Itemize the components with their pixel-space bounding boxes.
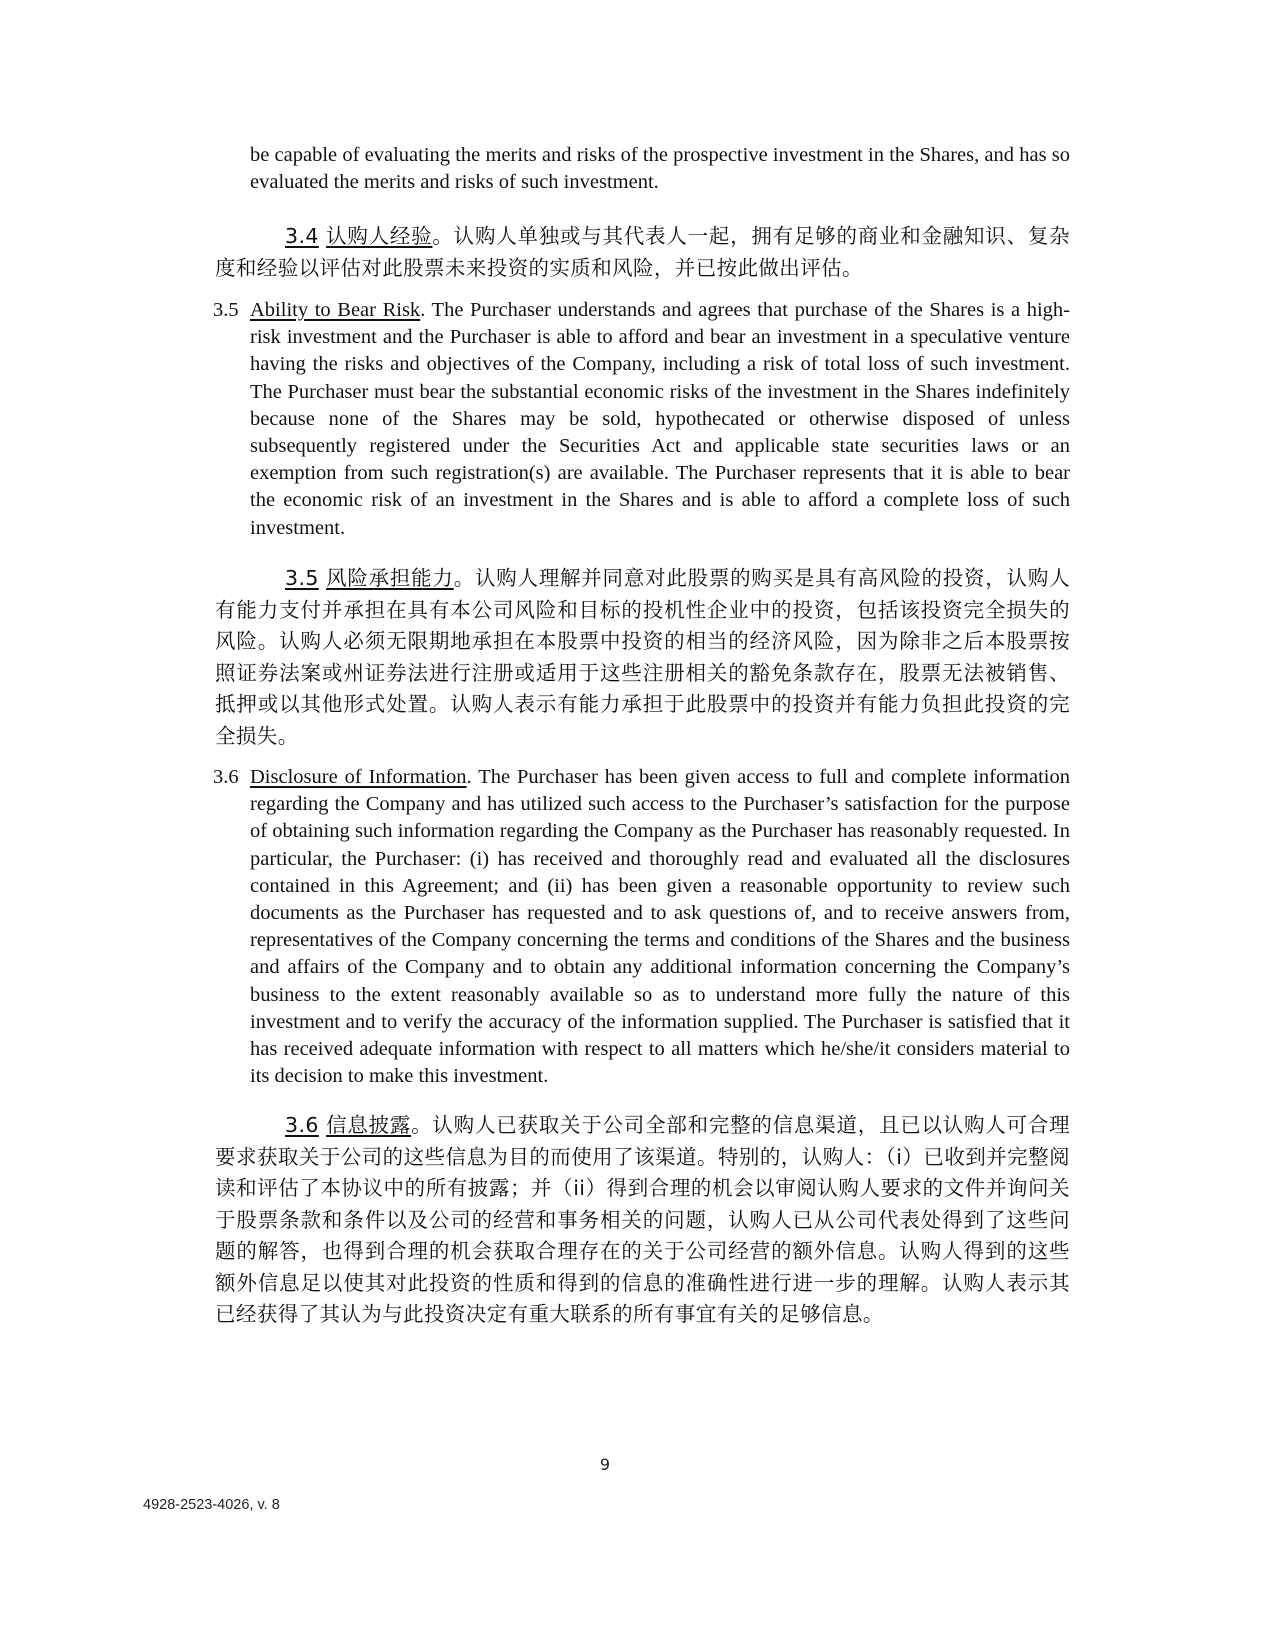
- continuation-paragraph: [250, 142, 1070, 196]
- section-title: 风险承担能力: [326, 566, 454, 590]
- section-body: . The Purchaser understands and agrees that purchase of the Shares is a high-risk investment and the Purchaser is able to afford and bear an investment in a speculative venture having the risks and objectives of the Company, including a risk of total loss of such investment. The Purchaser must bear the substantial economic risks of the investment in the Shares indefinitely because none of the Shares may be sold, hypothecated or otherwise disposed of unless subsequently registered under the Securities Act and applicable state securities laws or an exemption from such registration(s) are available. The Purchaser represents that it is able to bear the economic risk of an investment in the Shares and is able to afford a complete loss of such investment.: [250, 299, 1070, 539]
- section-3-4-zh: [215, 221, 1070, 284]
- section-body: 。认购人理解并同意对此股票的购买是具有高风险的投资，认购人有能力支付并承担在具有本公司风险和目标的投机性企业中的投资，包括该投资完全损失的风险。认购人必须无限期地承担在本股票中投资的相当的经济风险，因为除非之后本股票按照证券法案或州证券法进行注册或适用于这些注册相关的豁免条款存在，股票无法被销售、抵押或以其他形式处置。认购人表示有能力承担于此股票中的投资并有能力负担此投资的完全损失。: [215, 566, 1070, 748]
- section-body: 。认购人单独或与其代表人一起，拥有足够的商业和金融知识、复杂度和经验以评估对此股票未来投资的实质和风险，并已按此做出评估。: [215, 224, 1070, 280]
- section-3-5-en: [213, 297, 1070, 542]
- section-number: 3.4: [285, 224, 319, 248]
- section-title: Disclosure of Information: [250, 766, 467, 788]
- section-3-5-zh: [215, 563, 1070, 752]
- continuation-text: be capable of evaluating the merits and risks of the prospective investment in the Shares, and has so evaluated the merits and risks of such investment.: [250, 144, 1070, 194]
- section-3-6-en: [213, 764, 1070, 1090]
- section-body: . The Purchaser has been given access to full and complete information regarding the Company and has utilized such access to the Purchaser’s satisfaction for the purpose of obtaining such information regarding the Company as the Purchaser has reasonably requested. In particular, the Purchaser: (i) has received and thoroughly read and evaluated all the disclosures contained in this Agreement; and (ii) has been given a reasonable opportunity to review such documents as the Purchaser has requested and to ask questions of, and to receive answers from, representatives of the Company concerning the terms and conditions of the Shares and the business and affairs of the Company and to obtain any additional information concerning the Company’s business to the extent reasonably available so as to understand more fully the nature of this investment and to verify the accuracy of the information supplied. The Purchaser is satisfied that it has received adequate information with respect to all matters which he/she/it considers material to its decision to make this investment.: [250, 766, 1071, 1088]
- section-number: 3.5: [213, 299, 239, 321]
- section-number: 3.6: [213, 766, 239, 788]
- section-title: 信息披露: [326, 1113, 412, 1137]
- section-number: 3.6: [285, 1113, 319, 1137]
- section-body: 。认购人已获取关于公司全部和完整的信息渠道，且已以认购人可合理要求获取关于公司的这些信息为目的而使用了该渠道。特别的，认购人：（i）已收到并完整阅读和评估了本协议中的所有披露；并（ii）得到合理的机会以审阅认购人要求的文件并询问关于股票条款和条件以及公司的经营和事务相关的问题，认购人已从公司代表处得到了这些问题的解答，也得到合理的机会获取合理存在的关于公司经营的额外信息。认购人得到的这些额外信息足以使其对此投资的性质和得到的信息的准确性进行进一步的理解。认购人表示其已经获得了其认为与此投资决定有重大联系的所有事宜有关的足够信息。: [215, 1113, 1070, 1326]
- section-3-6-zh: [215, 1110, 1070, 1331]
- section-title: 认购人经验: [326, 224, 433, 248]
- page-number: 9: [599, 1455, 611, 1474]
- section-title: Ability to Bear Risk: [250, 299, 421, 321]
- section-number: 3.5: [285, 566, 319, 590]
- document-id: 4928-2523-4026, v. 8: [143, 1497, 280, 1513]
